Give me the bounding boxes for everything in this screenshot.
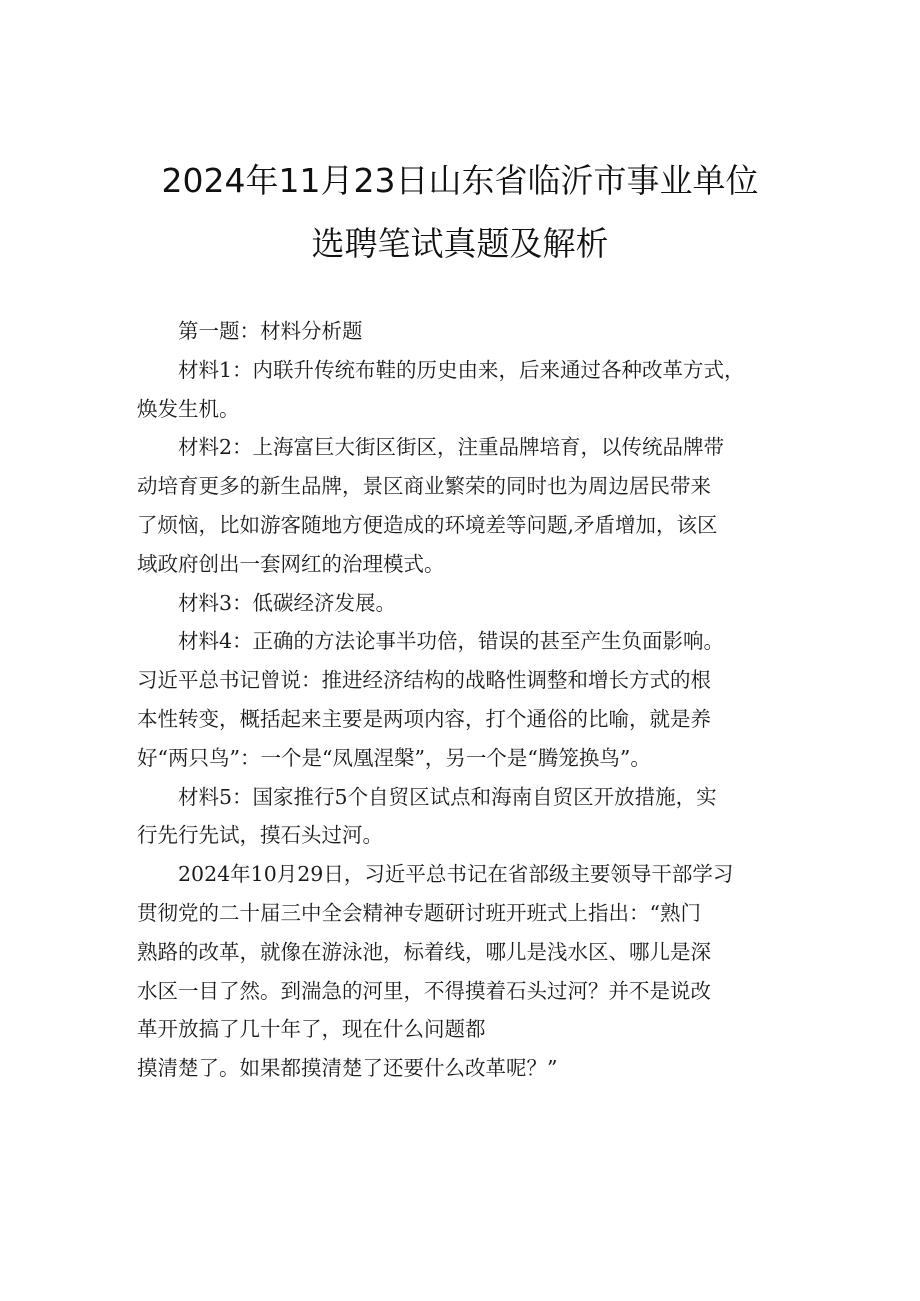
- text-line: 本性转变，概括起来主要是两项内容，打个通俗的比喻，就是养: [137, 706, 711, 731]
- document-title-line-2: 选聘笔试真题及解析: [311, 224, 609, 263]
- text-line: 行先行先试，摸石头过河。: [137, 823, 383, 848]
- text-line: 第一题：材料分析题: [178, 319, 363, 343]
- text-line: 摸清楚了。如果都摸清楚了还要什么改革呢？”: [137, 1056, 558, 1081]
- document-body: [137, 312, 793, 1088]
- text-line: 域政府创出一套网红的治理模式。: [137, 551, 445, 576]
- text-line: 好“两只鸟”：一个是“凤凰涅槃”，另一个是“腾笼换鸟”。: [137, 745, 651, 770]
- text-line: 材料2：上海富巨大街区街区，注重品牌培育，以传统品牌带: [178, 435, 725, 460]
- text-line: 材料5：国家推行5个自贸区试点和海南自贸区开放措施，实: [178, 784, 717, 809]
- text-line: 习近平总书记曾说：推进经济结构的战略性调整和增长方式的根: [137, 668, 711, 693]
- text-line: 熟路的改革，就像在游泳池，标着线，哪儿是浅水区、哪儿是深: [137, 939, 711, 964]
- text-line: 材料1：内联升传统布鞋的历史由来，后来通过各种改革方式，: [178, 357, 745, 382]
- text-line: 材料3：低碳经济发展。: [178, 590, 397, 615]
- text-line: 2024年10月29日，习近平总书记在省部级主要领导干部学习: [178, 862, 734, 887]
- text-line: 贯彻党的二十届三中全会精神专题研讨班开班式上指出：“熟门: [137, 900, 701, 925]
- text-line: 了烦恼，比如游客随地方便造成的环境差等问题,矛盾增加，该区: [137, 512, 718, 537]
- text-line: 水区一目了然。到湍急的河里，不得摸着石头过河？并不是说改: [137, 978, 711, 1003]
- text-line: 革开放搞了几十年了，现在什么问题都: [137, 1017, 486, 1042]
- text-line: 动培育更多的新生品牌，景区商业繁荣的同时也为周边居民带来: [137, 474, 711, 499]
- text-line: 焕发生机。: [137, 396, 240, 421]
- document-title-line-1: 2024年11月23日山东省临沂市事业单位: [161, 161, 759, 200]
- text-line: 材料4：正确的方法论事半功倍，错误的甚至产生负面影响。: [178, 629, 725, 654]
